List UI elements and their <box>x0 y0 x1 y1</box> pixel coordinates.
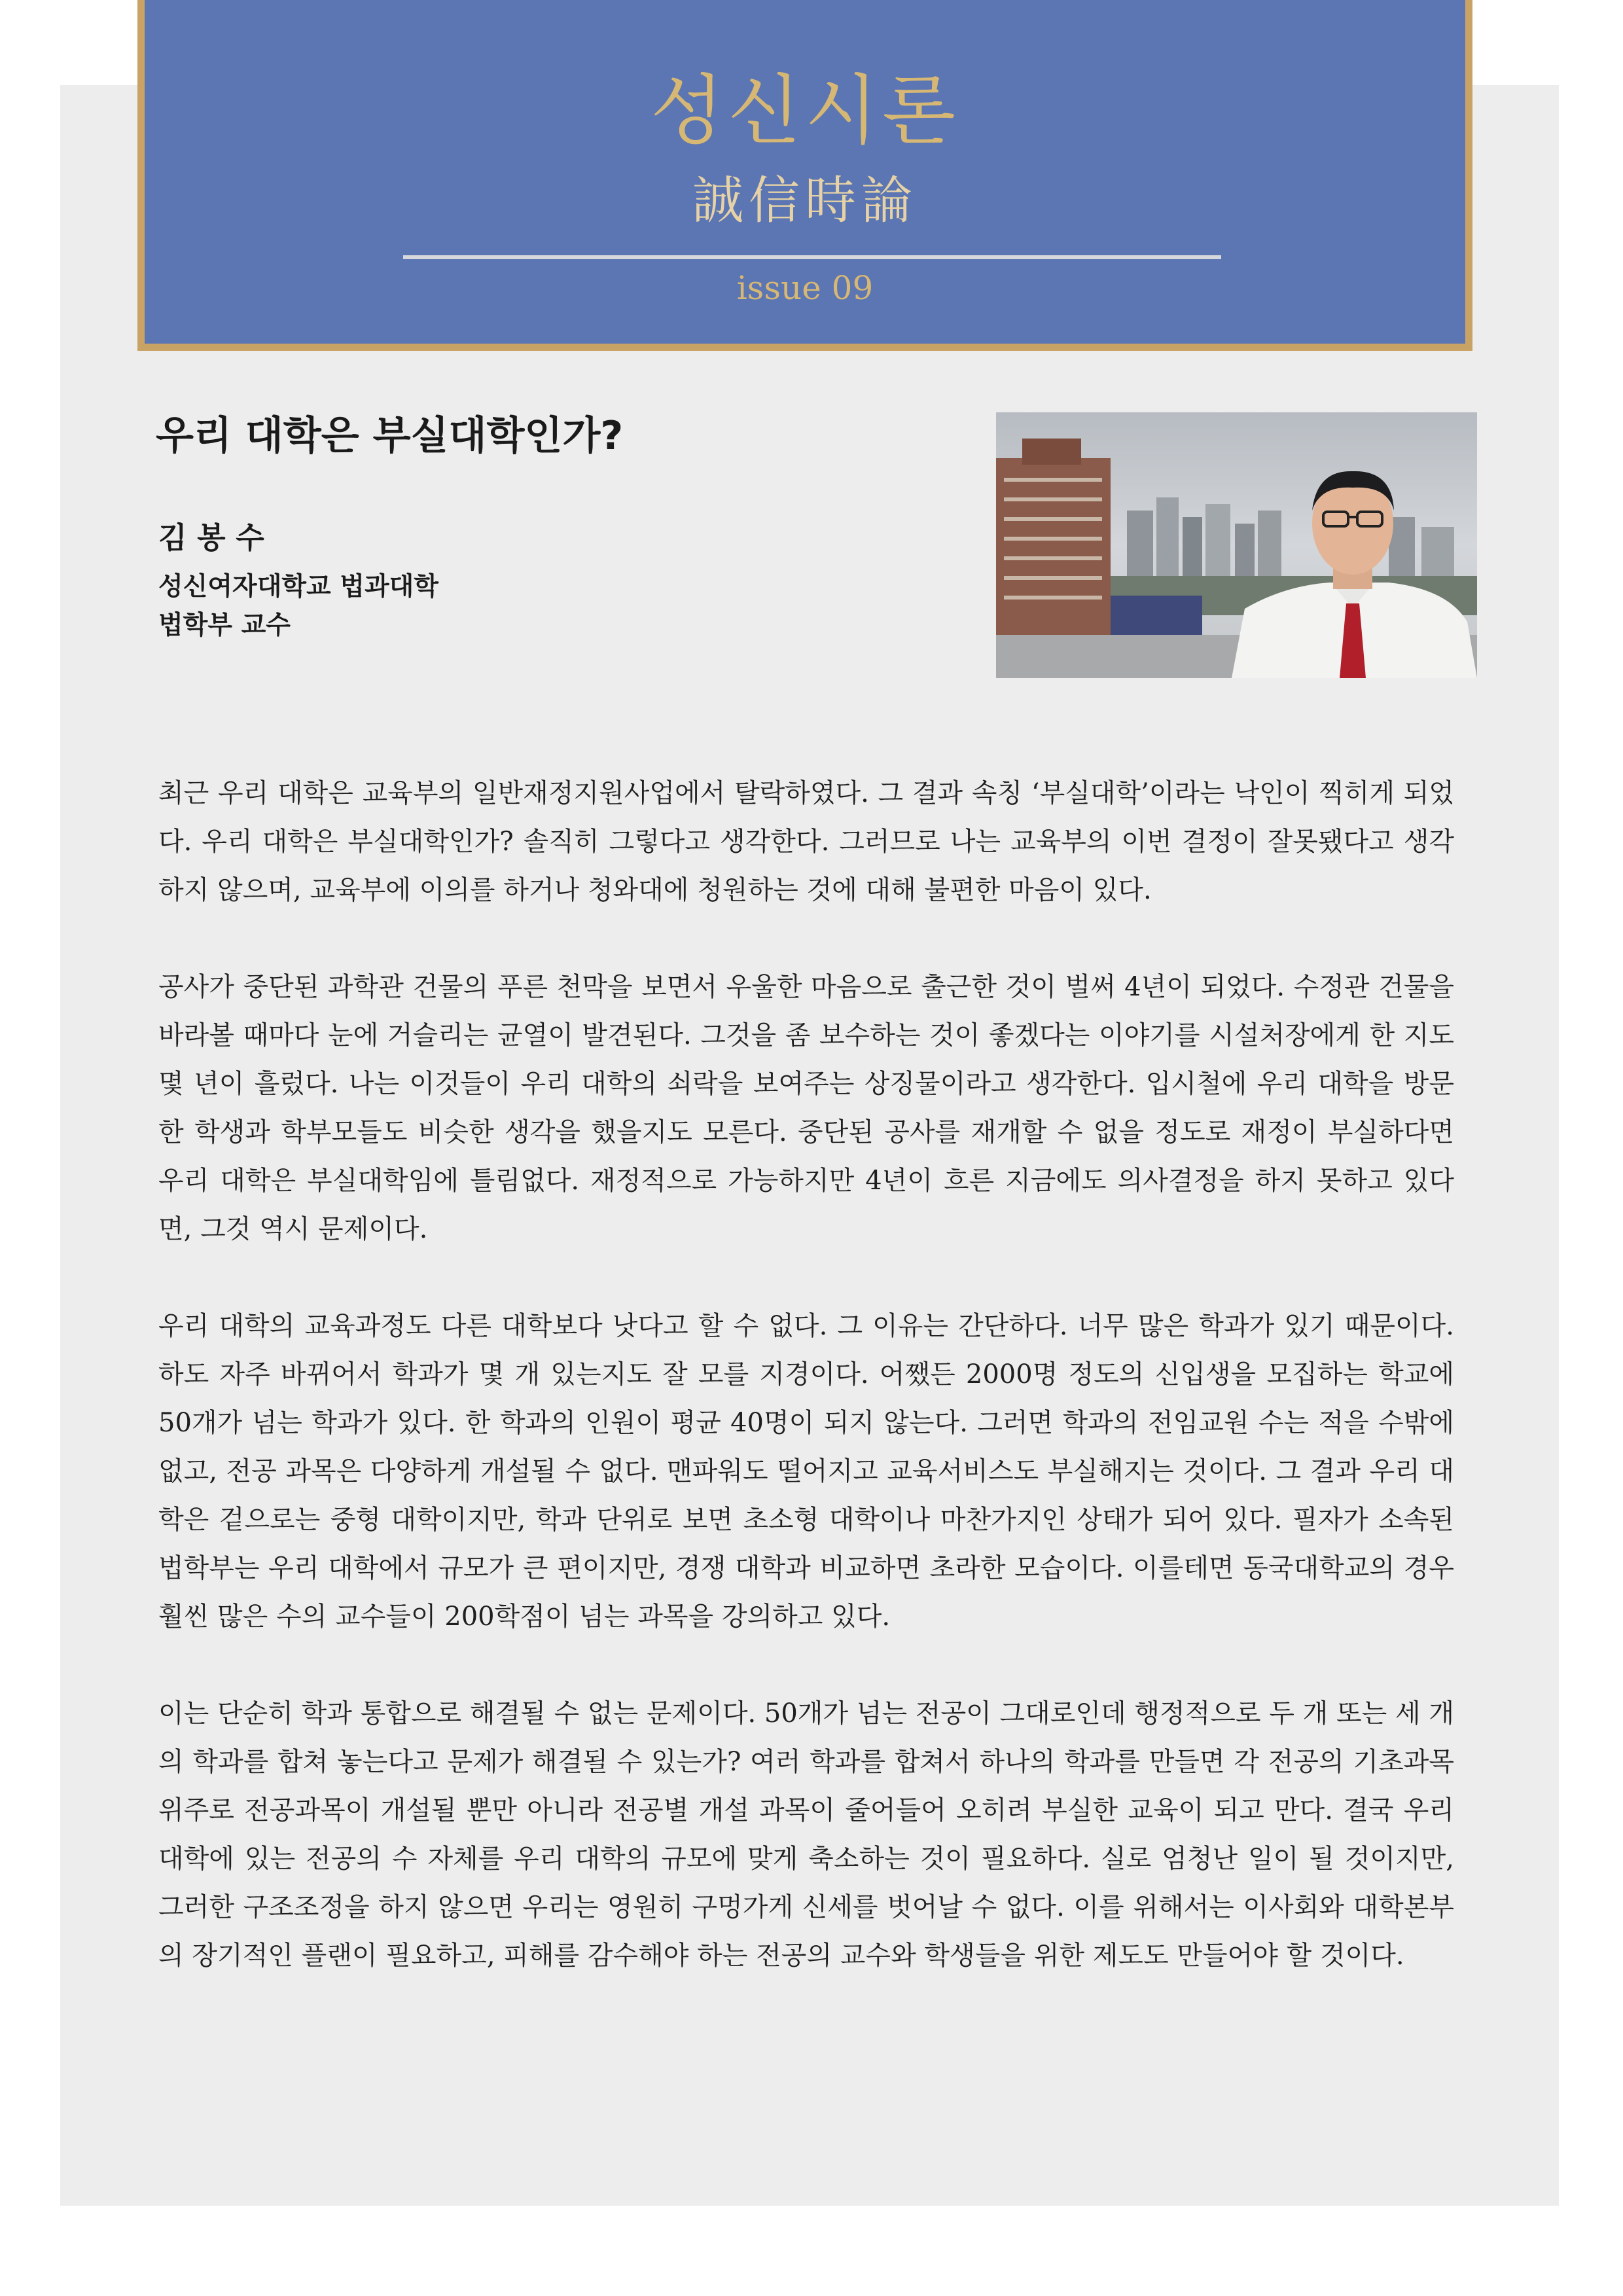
author-affiliation <box>158 568 438 645</box>
article-paragraph-4: 이는 단순히 학과 통합으로 해결될 수 없는 문제이다. 50개가 넘는 전공이 그대로인데 행정적으로 두 개 또는 세 개의 학과를 합쳐 놓는다고 문제가 해결될 수 있는가? 여러 학과를 합쳐서 하나의 학과를 만들면 각 전공의 기초과목 위주로 전공과목이 개설될 뿐만 아니라 전공별 개설 과목이 줄어들어 오히려 부실한 교육이 되고 만다. 결국 우리 대학에 있는 전공의 수 자체를 우리 대학의 규모에 맞게 축소하는 것이 필요하다. 실로 엄청난 일이 될 것이지만, 그러한 구조조정을 하지 않으면 우리는 영원히 구멍가게 신세를 벗어날 수 없다. 이를 위해서는 이사회와 대학본부의 장기적인 플랜이 필요하고, 피해를 감수해야 하는 전공의 교수와 학생들을 위한 제도도 만들어야 할 것이다. <box>158 1698 1454 1971</box>
author-photo-image <box>996 412 1477 678</box>
author-affiliation-line1: 성신여자대학교 법과대학 <box>158 572 438 601</box>
column-hanja-title: 誠信時論 <box>692 171 918 230</box>
article-paragraph-3: 우리 대학의 교육과정도 다른 대학보다 낫다고 할 수 없다. 그 이유는 간단하다. 너무 많은 학과가 있기 때문이다. 하도 자주 바뀌어서 학과가 몇 개 있는지도 잘 모를 지경이다. 어쨌든 2000명 정도의 신입생을 모집하는 학교에 50개가 넘는 학과가 있다. 한 학과의 인원이 평균 40명이 되지 않는다. 그러면 학과의 전임교원 수는 적을 수밖에 없고, 전공 과목은 다양하게 개설될 수 없다. 맨파워도 떨어지고 교육서비스도 부실해지는 것이다. 그 결과 우리 대학은 겉으로는 중형 대학이지만, 학과 단위로 보면 초소형 대학이나 마찬가지인 상태가 되어 있다. 필자가 소속된 법학부는 우리 대학에서 규모가 큰 편이지만, 경쟁 대학과 비교하면 초라한 모습이다. 이를테면 동국대학교의 경우 훨씬 많은 수의 교수들이 200학점이 넘는 과목을 강의하고 있다. <box>158 1311 1454 1632</box>
article-headline: 우리 대학은 부실대학인가? <box>156 413 624 459</box>
article-body <box>158 769 1454 2028</box>
author-affiliation-line2: 법학부 교수 <box>158 610 291 640</box>
author-name: 김 봉 수 <box>158 520 264 555</box>
masthead-divider <box>403 255 1221 259</box>
article-paragraph-1: 최근 우리 대학은 교육부의 일반재정지원사업에서 탈락하였다. 그 결과 속칭 ‘부실대학’이라는 낙인이 찍히게 되었다. 우리 대학은 부실대학인가? 솔직히 그렇다고 생각한다. 그러므로 나는 교육부의 이번 결정이 잘못됐다고 생각하지 않으며, 교육부에 이의를 하거나 청와대에 청원하는 것에 대해 불편한 마음이 있다. <box>158 778 1454 905</box>
masthead-banner <box>137 0 1472 351</box>
column-title: 성신시론 <box>650 67 960 155</box>
issue-number: issue 09 <box>736 269 874 307</box>
author-photo <box>996 412 1477 678</box>
article-paragraph-2: 공사가 중단된 과학관 건물의 푸른 천막을 보면서 우울한 마음으로 출근한 것이 벌써 4년이 되었다. 수정관 건물을 바라볼 때마다 눈에 거슬리는 균열이 발견된다. 그것을 좀 보수하는 것이 좋겠다는 이야기를 시설처장에게 한 지도 몇 년이 흘렀다. 나는 이것들이 우리 대학의 쇠락을 보여주는 상징물이라고 생각한다. 입시철에 우리 대학을 방문한 학생과 학부모들도 비슷한 생각을 했을지도 모른다. 중단된 공사를 재개할 수 없을 정도로 재정이 부실하다면 우리 대학은 부실대학임에 틀림없다. 재정적으로 가능하지만 4년이 흐른 지금에도 의사결정을 하지 못하고 있다면, 그것 역시 문제이다. <box>158 972 1454 1244</box>
